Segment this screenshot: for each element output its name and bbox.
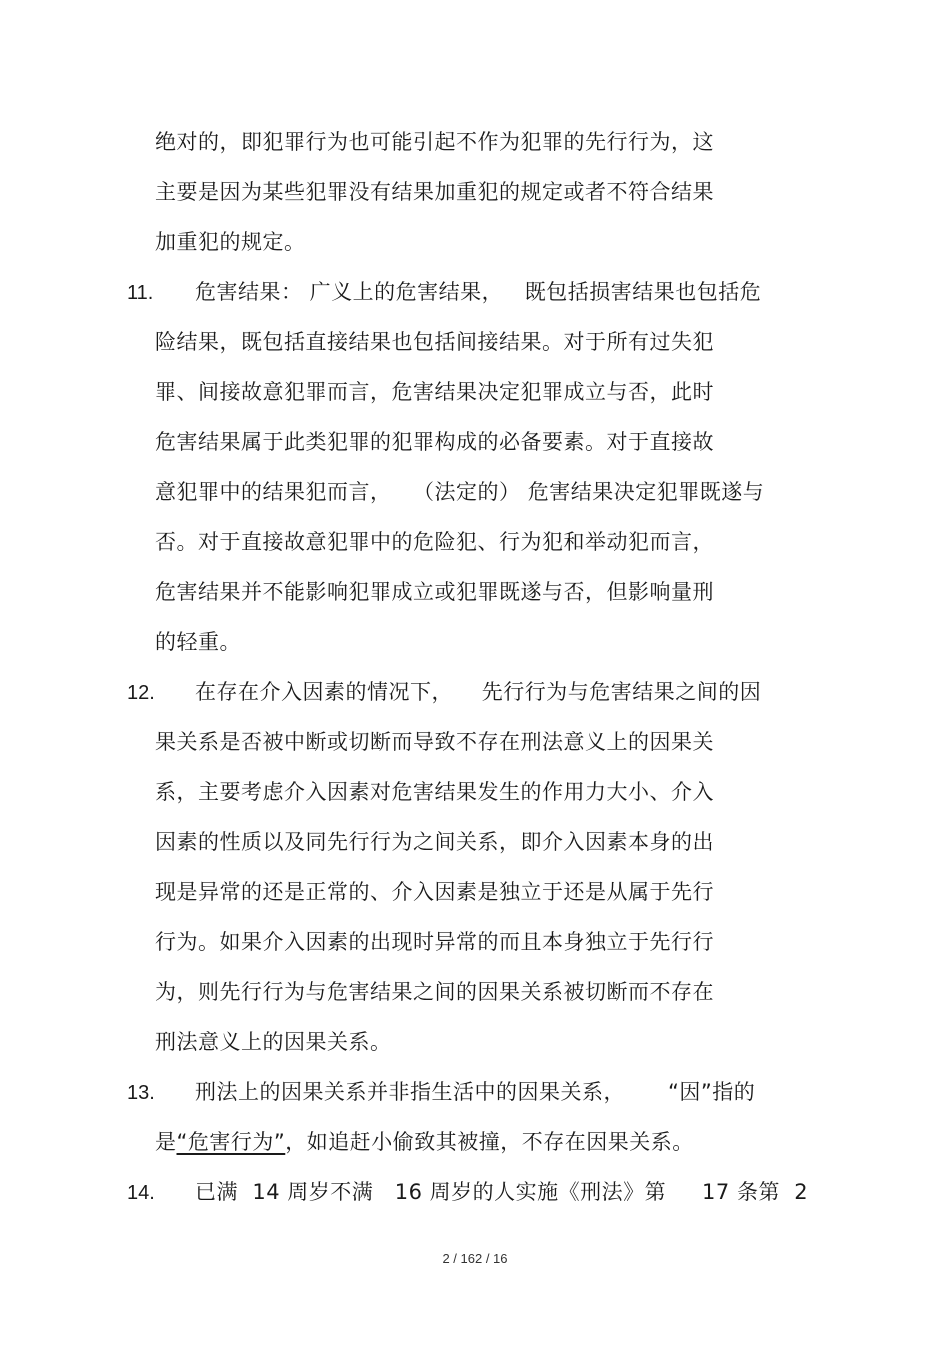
paragraph-line: 罪、间接故意犯罪而言，危害结果决定犯罪成立与否，此时 — [155, 380, 714, 404]
paragraph-line: 果关系是否被中断或切断而导致不存在刑法意义上的因果关 — [155, 730, 714, 754]
paragraph-line: 系，主要考虑介入因素对危害结果发生的作用力大小、介入 — [155, 780, 714, 804]
paragraph-line: 的轻重。 — [155, 630, 241, 654]
line-prefix: 是 — [155, 1130, 177, 1154]
paragraph-line: 已满 14 周岁不满 16 周岁的人实施《刑法》第 17 条第 2 — [195, 1180, 809, 1204]
item-number: 14. — [127, 1182, 155, 1204]
paragraph-line: 现是异常的还是正常的、介入因素是独立于还是从属于先行 — [155, 880, 714, 904]
item-number: 12. — [127, 682, 155, 704]
paragraph-line: 绝对的，即犯罪行为也可能引起不作为犯罪的先行行为，这 — [155, 130, 714, 154]
paragraph-line — [155, 1128, 694, 1156]
paragraph-line: 为，则先行行为与危害结果之间的因果关系被切断而不存在 — [155, 980, 714, 1004]
paragraph-line: 在存在介入因素的情况下， 先行行为与危害结果之间的因 — [195, 680, 762, 704]
paragraph-line: 危害结果： 广义上的危害结果， 既包括损害结果也包括危 — [195, 280, 762, 304]
paragraph-line: 主要是因为某些犯罪没有结果加重犯的规定或者不符合结果 — [155, 180, 714, 204]
paragraph-line: 行为。如果介入因素的出现时异常的而且本身独立于先行行 — [155, 930, 714, 954]
paragraph-line: 刑法上的因果关系并非指生活中的因果关系， “因”指的 — [195, 1080, 756, 1104]
paragraph-line: 加重犯的规定。 — [155, 230, 306, 254]
paragraph-line: 险结果，既包括直接结果也包括间接结果。对于所有过失犯 — [155, 330, 714, 354]
line-suffix: ，如追赶小偷致其被撞，不存在因果关系。 — [285, 1130, 694, 1154]
paragraph-line: 因素的性质以及同先行行为之间关系，即介入因素本身的出 — [155, 830, 714, 854]
paragraph-line: 否。对于直接故意犯罪中的危险犯、行为犯和举动犯而言， — [155, 530, 714, 554]
item-number: 13. — [127, 1082, 155, 1104]
underlined-term: “危害行为” — [176, 1130, 286, 1154]
item-number: 11. — [127, 282, 154, 304]
paragraph-line: 危害结果并不能影响犯罪成立或犯罪既遂与否，但影响量刑 — [155, 580, 714, 604]
paragraph-line: 意犯罪中的结果犯而言， （法定的） 危害结果决定犯罪既遂与 — [155, 480, 765, 504]
page-number: 2 / 162 / 16 — [442, 1251, 508, 1266]
paragraph-line: 刑法意义上的因果关系。 — [155, 1030, 392, 1054]
paragraph-line: 危害结果属于此类犯罪的犯罪构成的必备要素。对于直接故 — [155, 430, 714, 454]
